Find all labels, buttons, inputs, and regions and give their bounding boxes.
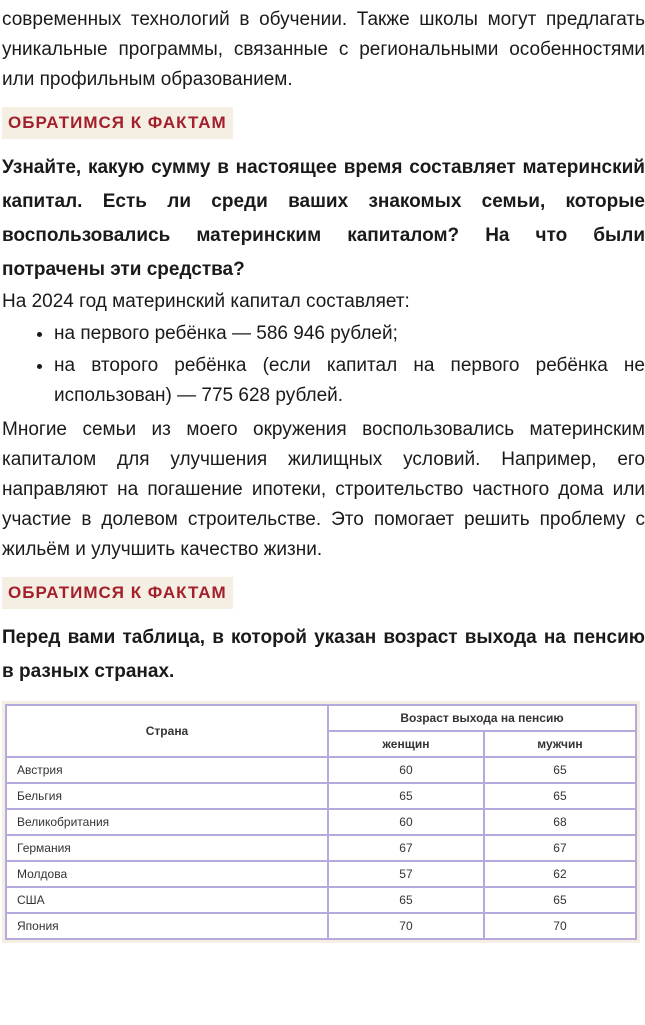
header-group: Возраст выхода на пенсию — [328, 705, 636, 731]
list-item: • на второго ребёнка (если капитал на первого ребёнка не использован) — 775 628 рублей. — [54, 351, 645, 411]
men-age-cell: 65 — [484, 887, 636, 913]
document-page — [0, 5, 645, 943]
country-cell: Австрия — [6, 757, 328, 783]
section-badge: ОБРАТИМСЯ К ФАКТАМ — [2, 107, 233, 139]
header-men: мужчин — [484, 731, 636, 757]
lead-text: На 2024 год материнский капитал составляет: — [2, 291, 410, 312]
country-cell: США — [6, 887, 328, 913]
retirement-table — [5, 704, 637, 940]
answer-paragraph: Многие семьи из моего окружения воспользовались материнским капиталом для улучшения жилищных условий. Например, его направляют на погашение ипотеки, строительство частного дома или участие в долевом строительстве. Это помогает решить проблему с жильём и улучшить качество жизни. — [2, 419, 645, 560]
table-row — [6, 835, 636, 861]
women-age-cell: 60 — [328, 809, 484, 835]
table-row — [6, 783, 636, 809]
table-row — [6, 861, 636, 887]
women-age-cell: 65 — [328, 887, 484, 913]
table-row — [6, 887, 636, 913]
country-cell: Германия — [6, 835, 328, 861]
bullet-list — [2, 319, 645, 411]
table-frame — [2, 701, 640, 943]
men-age-cell: 70 — [484, 913, 636, 939]
men-age-cell: 68 — [484, 809, 636, 835]
men-age-cell: 67 — [484, 835, 636, 861]
list-item: • на первого ребёнка — 586 946 рублей; — [54, 319, 645, 349]
men-age-cell: 65 — [484, 783, 636, 809]
country-cell: Бельгия — [6, 783, 328, 809]
women-age-cell: 67 — [328, 835, 484, 861]
women-age-cell: 65 — [328, 783, 484, 809]
country-cell: Япония — [6, 913, 328, 939]
table-row — [6, 913, 636, 939]
men-age-cell: 62 — [484, 861, 636, 887]
men-age-cell: 65 — [484, 757, 636, 783]
question-text: Перед вами таблица, в которой указан возраст выхода на пенсию в разных странах. — [2, 627, 645, 682]
table-row — [6, 757, 636, 783]
header-women: женщин — [328, 731, 484, 757]
women-age-cell: 57 — [328, 861, 484, 887]
question-text: Узнайте, какую сумму в настоящее время составляет материнский капитал. Есть ли среди ваших знакомых семьи, которые воспользовались материнским капиталом? На что были потрачены эти средства? — [2, 157, 645, 280]
women-age-cell: 70 — [328, 913, 484, 939]
table-row — [6, 809, 636, 835]
header-country: Страна — [6, 705, 328, 757]
country-cell: Молдова — [6, 861, 328, 887]
women-age-cell: 60 — [328, 757, 484, 783]
section-badge: ОБРАТИМСЯ К ФАКТАМ — [2, 577, 233, 609]
country-cell: Великобритания — [6, 809, 328, 835]
intro-paragraph: современных технологий в обучении. Также школы могут предлагать уникальные программы, связанные с региональными особенностями или профильным образованием. — [2, 9, 645, 90]
